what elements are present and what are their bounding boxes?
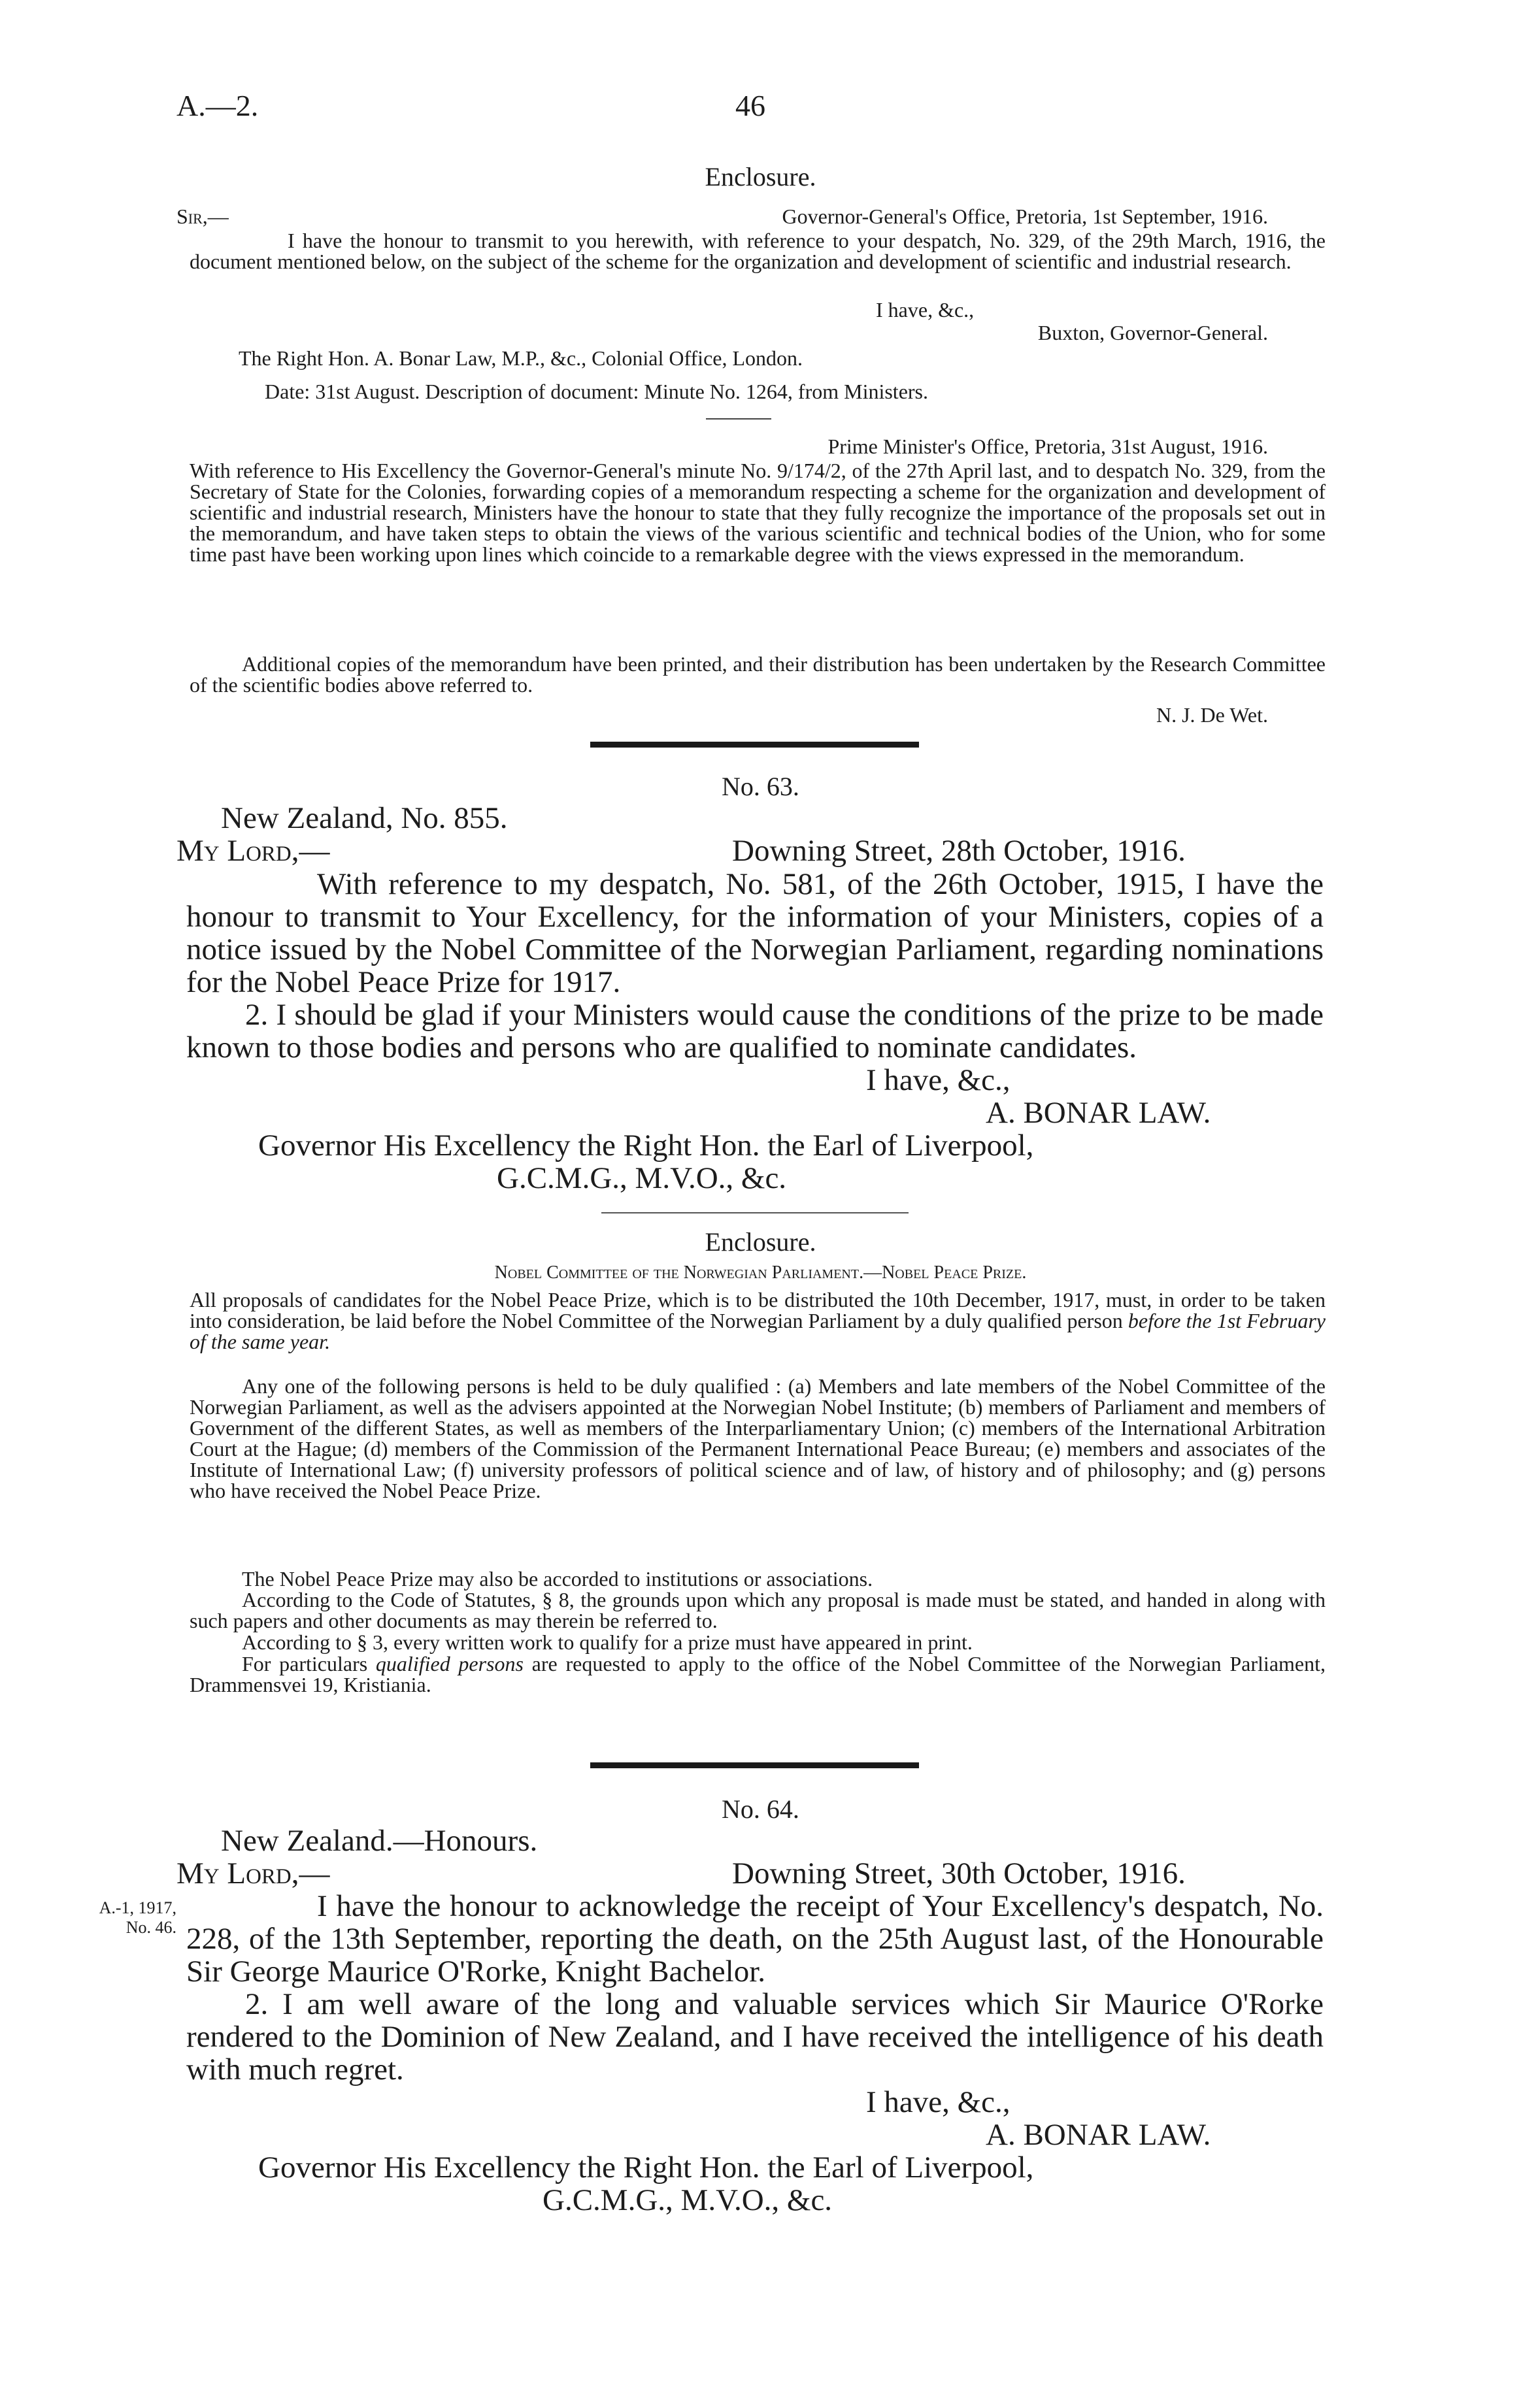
- section-divider: [590, 742, 919, 748]
- addressee-honours: G.C.M.G., M.V.O., &c.: [543, 2183, 833, 2217]
- minute-signature: N. J. De Wet.: [1156, 703, 1268, 727]
- salutation: My Lord,—: [176, 834, 330, 868]
- despatch-subject: New Zealand, No. 855.: [221, 801, 508, 835]
- notice-paragraph: Any one of the following persons is held to be duly qualified : (a) Members and late members of the Nobel Committee of the Norwegian Parliament, as well as the advisers appointed at the Norwegian Nobel Institute; (b) members of Parliament and members of Government of the different States, as well as members of the Interparliamentary Union; (c) members of the International Arbitration Court at the Hague; (d) members of the Commission of the Permanent International Peace Bureau; (e) members and associates of the Institute of International Law; (f) university professors of political science and of law, of history and of philosophy; and (g) persons who have received the Nobel Peace Prize.: [190, 1374, 1326, 1502]
- notice-text: All proposals of candidates for the Nobel Peace Prize, which is to be distributed the 10th December, 1917, must, in order to be taken into consideration, be laid before the Nobel Committee of the Norwegian Parliament by a duly qualified person: [190, 1288, 1326, 1332]
- notice-paragraph: According to § 3, every written work to qualify for a prize must have appeared in print.: [242, 1630, 973, 1654]
- notice-paragraph: [190, 1289, 1326, 1352]
- letter-paragraph: With reference to my despatch, No. 581, of the 26th October, 1915, I have the honour to transmit to Your Excellency, for the information of your Ministers, copies of a notice issued by the Nobel Committee of the Norwegian Parliament, regarding nominations for the Nobel Peace Prize for 1917.: [186, 867, 1324, 999]
- date-description-line: Date: 31st August. Description of document: Minute No. 1264, from Ministers.: [265, 380, 928, 403]
- minute-paragraph: With reference to His Excellency the Governor-General's minute No. 9/174/2, of the 27th April last, and to despatch No. 329, from the Secretary of State for the Colonies, forwarding copies of a memorandum respecting a scheme for the organization and development of scientific and industrial research, Ministers have the honour to state that they fully recognize the importance of the proposals set out in the memorandum, and have taken steps to obtain the views of the various scientific and technical bodies of the Union, who for some time past have been working upon lines which coincide to a remarkable degree with the views expressed in the memorandum.: [190, 459, 1326, 566]
- page-number: 46: [735, 89, 765, 122]
- despatch-number: No. 63.: [722, 772, 799, 801]
- despatch-number: No. 64.: [722, 1794, 799, 1824]
- notice-emphasis: qualified persons: [375, 1652, 524, 1675]
- minute-address: Prime Minister's Office, Pretoria, 31st August, 1916.: [827, 435, 1268, 458]
- closing: I have, &c.,: [876, 298, 975, 322]
- letter-paragraph: 2. I should be glad if your Ministers would cause the conditions of the prize to be made known to those bodies and persons who are qualified to nominate candidates.: [186, 998, 1324, 1064]
- notice-paragraph: According to the Code of Statutes, § 8, the grounds upon which any proposal is made must be stated, and handed in along with such papers and other documents as may therein be referred to.: [190, 1588, 1326, 1632]
- letter-paragraph: I have the honour to acknowledge the receipt of Your Excellency's despatch, No. 228, of the 13th September, reporting the death, on the 25th August last, of the Honourable Sir George Maurice O'Rorke, Knight Bachelor.: [186, 1889, 1324, 1988]
- enclosure-title: Enclosure.: [705, 1227, 816, 1257]
- notice-deadline: before the 1st February of the same year.: [190, 1309, 1326, 1353]
- sender-address: Governor-General's Office, Pretoria, 1st September, 1916.: [782, 205, 1268, 228]
- signature: A. BONAR LAW.: [986, 2118, 1211, 2152]
- short-divider: [706, 418, 771, 420]
- signature: A. BONAR LAW.: [986, 1096, 1211, 1130]
- enclosure-title: Enclosure.: [705, 162, 816, 191]
- notice-text: are requested to apply to the office of the Nobel Committee of the Norwegian Parliament, Drammensvei 19, Kristiania.: [190, 1652, 1326, 1696]
- section-divider: [590, 1762, 919, 1768]
- sender-address: Downing Street, 30th October, 1916.: [732, 1856, 1186, 1890]
- salutation: Sir,—: [176, 205, 229, 228]
- notice-paragraph: The Nobel Peace Prize may also be accorded to institutions or associations.: [242, 1567, 873, 1591]
- sender-address: Downing Street, 28th October, 1916.: [732, 834, 1186, 868]
- addressee: The Right Hon. A. Bonar Law, M.P., &c., Colonial Office, London.: [239, 346, 803, 370]
- notice-text: For particulars: [242, 1652, 376, 1675]
- margin-note: [39, 1898, 176, 1938]
- signature: Buxton, Governor-General.: [1037, 321, 1268, 344]
- addressee: Governor His Excellency the Right Hon. the Earl of Liverpool,: [258, 2151, 1034, 2185]
- addressee-honours: G.C.M.G., M.V.O., &c.: [497, 1161, 787, 1195]
- closing: I have, &c.,: [866, 1063, 1011, 1097]
- enclosure-divider: [601, 1212, 909, 1213]
- minute-paragraph: Additional copies of the memorandum have been printed, and their distribution has been undertaken by the Research Committee of the scientific bodies above referred to.: [190, 652, 1326, 697]
- letter-paragraph: I have the honour to transmit to you herewith, with reference to your despatch, No. 329, of the 29th March, 1916, the document mentioned below, on the subject of the scheme for the organization and development of scientific and industrial research.: [190, 229, 1326, 273]
- margin-note-reference: A.-1, 1917,: [99, 1898, 176, 1917]
- closing: I have, &c.,: [866, 2085, 1011, 2119]
- margin-note-number: No. 46.: [125, 1918, 176, 1937]
- addressee: Governor His Excellency the Right Hon. the Earl of Liverpool,: [258, 1129, 1034, 1163]
- despatch-subject: New Zealand.—Honours.: [221, 1824, 538, 1858]
- letter-paragraph: 2. I am well aware of the long and valuable services which Sir Maurice O'Rorke rendered to the Dominion of New Zealand, and I have received the intelligence of his death with much regret.: [186, 1987, 1324, 2086]
- notice-paragraph: [190, 1653, 1326, 1695]
- salutation: My Lord,—: [176, 1856, 330, 1890]
- notice-heading: Nobel Committee of the Norwegian Parliament.—Nobel Peace Prize.: [494, 1262, 1027, 1283]
- document-reference: A.—2.: [176, 89, 259, 122]
